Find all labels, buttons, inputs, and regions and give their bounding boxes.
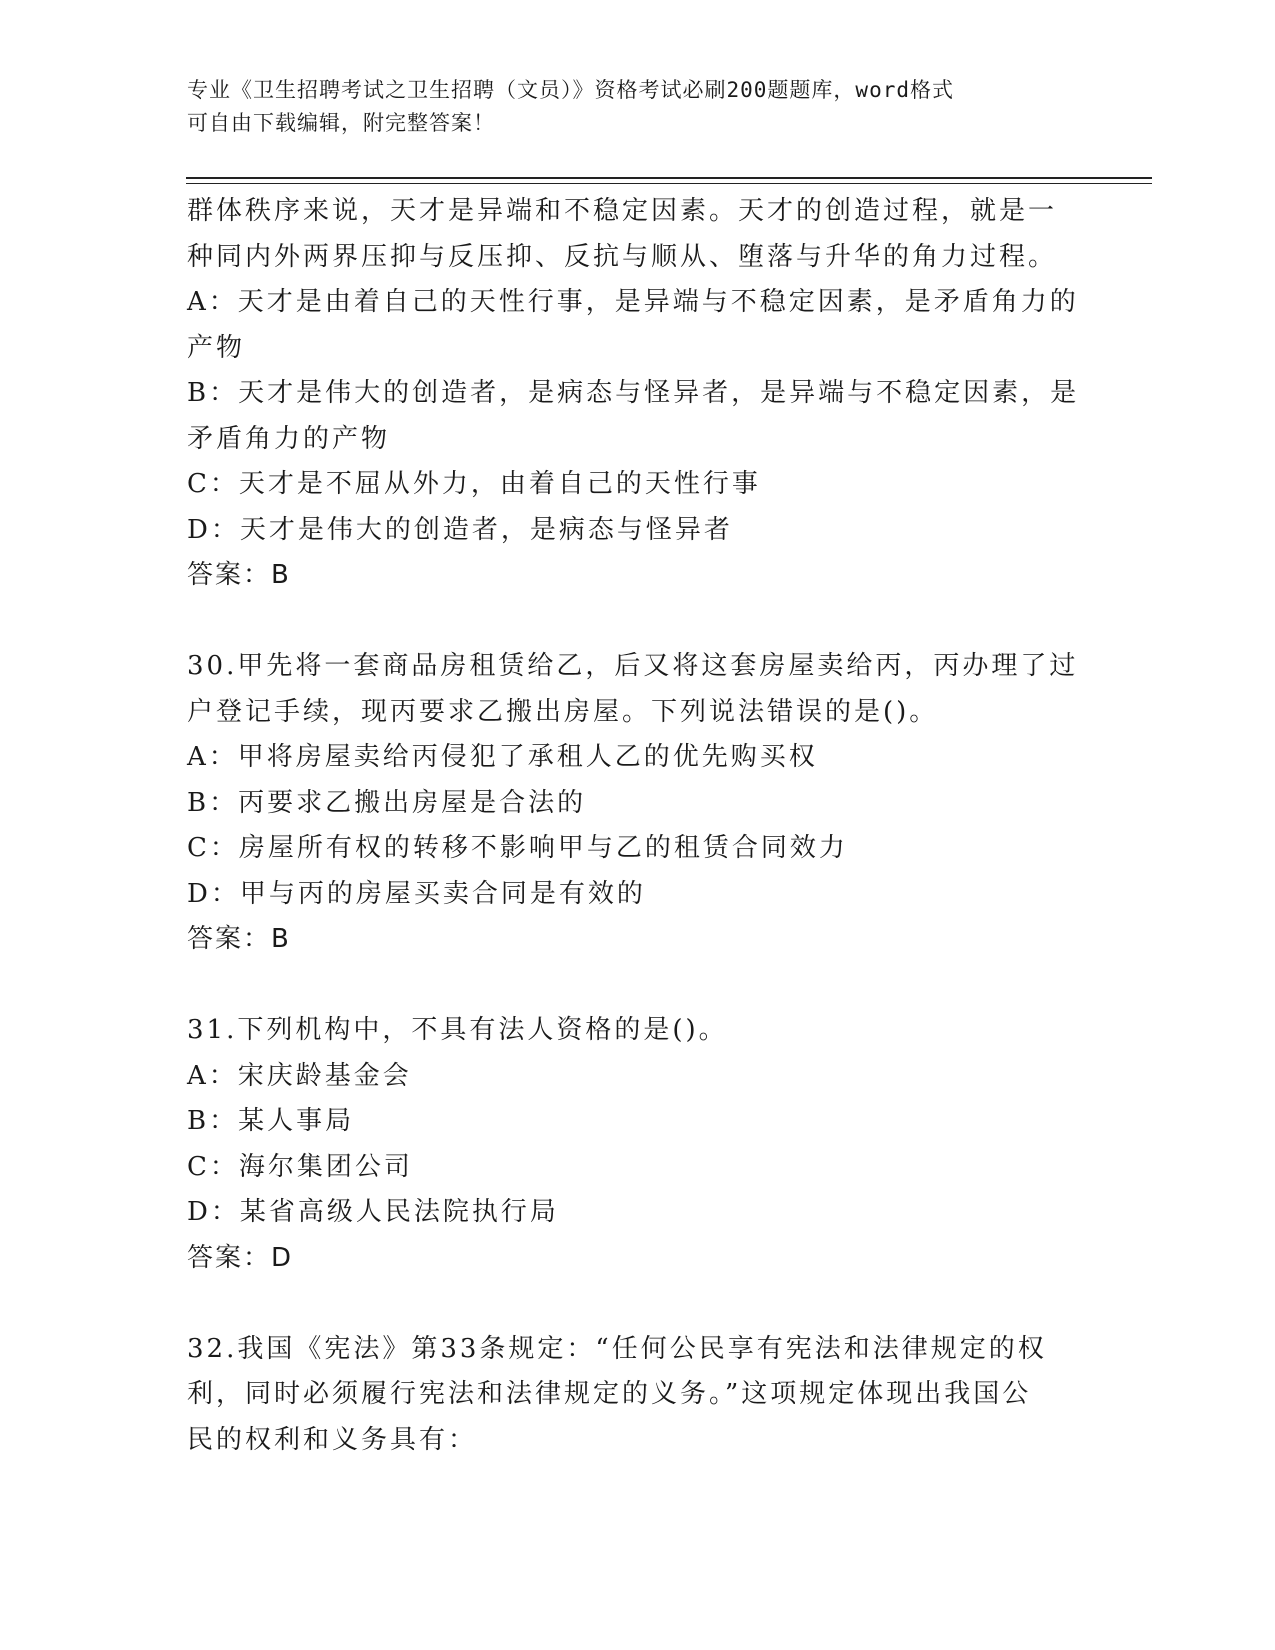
question-text: 利，同时必须履行宪法和法律规定的义务。”这项规定体现出我国公: [187, 1379, 1032, 1409]
option-c: C：海尔集团公司: [187, 1151, 413, 1182]
question-32: [187, 1327, 1067, 1464]
option-a-continued: 产物: [187, 332, 246, 363]
option-d: D：某省高级人民法院执行局: [187, 1197, 559, 1227]
option-b: B：丙要求乙搬出房屋是合法的: [187, 787, 587, 818]
option-a: A：甲将房屋卖给丙侵犯了承租人乙的优先购买权: [187, 742, 818, 772]
question-text: 31.下列机构中，不具有法人资格的是()。: [187, 1015, 728, 1045]
question-31: [187, 1008, 1067, 1281]
question-text: 30.甲先将一套商品房租赁给乙，后又将这套房屋卖给丙，丙办理了过: [187, 651, 1079, 681]
question-text: 户登记手续，现丙要求乙搬出房屋。下列说法错误的是()。: [187, 696, 939, 727]
header-divider-thin: [186, 183, 1152, 184]
question-29: [187, 189, 1080, 599]
answer: 答案：D: [187, 1242, 294, 1273]
header-divider-thick: [186, 177, 1152, 179]
question-text: 民的权利和义务具有：: [187, 1424, 478, 1455]
option-c: C：天才是不屈从外力，由着自己的天性行事: [187, 469, 761, 499]
document-body: [187, 189, 1080, 1463]
option-b: B：天才是伟大的创造者，是病态与怪异者，是异端与不稳定因素，是: [187, 378, 1080, 408]
question-text: 群体秩序来说，天才是异端和不稳定因素。天才的创造过程，就是一: [187, 196, 1058, 226]
option-c: C：房屋所有权的转移不影响甲与乙的租赁合同效力: [187, 833, 848, 863]
answer: 答案：B: [187, 560, 291, 590]
option-b: B：某人事局: [187, 1106, 355, 1136]
option-a: A：宋庆龄基金会: [187, 1060, 412, 1091]
question-text: 32.我国《宪法》第33条规定：“任何公民享有宪法和法律规定的权: [187, 1333, 1047, 1364]
option-b-continued: 矛盾角力的产物: [187, 423, 391, 454]
option-d: D：天才是伟大的创造者，是病态与怪异者: [187, 514, 733, 545]
option-d: D：甲与丙的房屋买卖合同是有效的: [187, 878, 646, 909]
question-30: [187, 644, 1079, 963]
header-title-line-2: 可自由下载编辑，附完整答案！: [187, 111, 495, 135]
document-header: [187, 74, 1067, 140]
option-a: A：天才是由着自己的天性行事，是异端与不稳定因素，是矛盾角力的: [187, 287, 1079, 317]
header-title-line-1: 专业《卫生招聘考试之卫生招聘（文员）》资格考试必刷200题题库，word格式: [187, 78, 954, 102]
question-text: 种同内外两界压抑与反压抑、反抗与顺从、堕落与升华的角力过程。: [187, 241, 1058, 272]
answer: 答案：B: [187, 924, 291, 954]
